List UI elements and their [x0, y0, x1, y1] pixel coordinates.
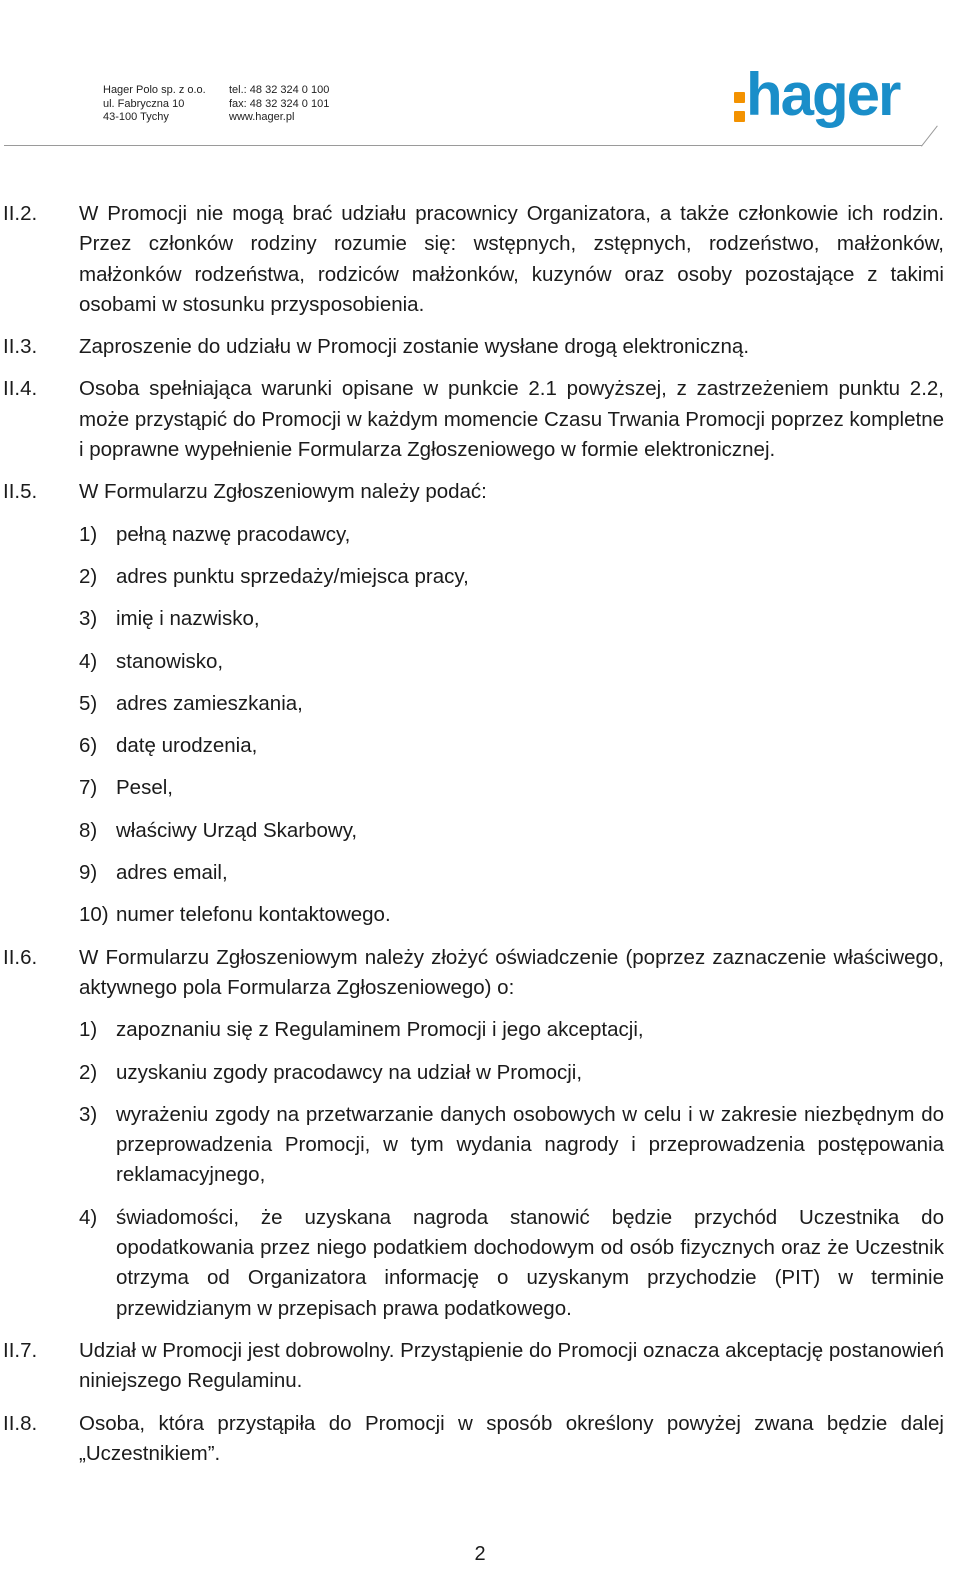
company-name: Hager Polo sp. z o.o. [103, 84, 206, 96]
document-body [0, 199, 960, 1469]
letterhead [0, 0, 960, 150]
company-address [103, 84, 206, 125]
clause-text: W Promocji nie mogą brać udziału pracownicy Organizatora, a także członkowie ich rodzin. Przez członków rodziny rozumie się: wstępnych, zstępnych, rodzeństwo, małżonków, małżonków rodzeństwa, rodziców małżonków, kuzynów oraz osoby pozostające z takimi osobami w stosunku przysposobienia. [79, 202, 944, 316]
list-item: 10) numer telefonu kontaktowego. [79, 903, 391, 927]
clause-number: II.5. [3, 480, 38, 504]
clause-number: II.7. [3, 1338, 38, 1362]
clause-ii-4 [0, 374, 960, 465]
clause-text: W Formularzu Zgłoszeniowym należy złożyć oświadczenie (poprzez zaznaczenie właściwego, aktywnego pola Formularza Zgłoszeniowego) o: [79, 945, 944, 999]
list-item: 8) właściwy Urząd Skarbowy, [79, 818, 358, 842]
clause-text: Zaproszenie do udziału w Promocji zostanie wysłane drogą elektroniczną. [79, 335, 750, 359]
clause-number: II.2. [3, 202, 38, 225]
list-item: 5) adres zamieszkania, [79, 691, 303, 715]
logo-colon-icon [734, 92, 745, 122]
clause-ii-6 [0, 943, 960, 1324]
clause-number: II.4. [3, 377, 38, 401]
company-website: www.hager.pl [229, 111, 295, 123]
list-item: 2) adres punktu sprzedaży/miejsca pracy, [79, 564, 469, 588]
list-item: 3) imię i nazwisko, [79, 607, 260, 631]
clause-text: Osoba spełniająca warunki opisane w punkcie 2.1 powyższej, z zastrzeżeniem punktu 2.2, może przystąpić do Promocji w każdym momencie Czasu Trwania Promocji poprzez kompletne i poprawne wypełnienie Formularza Zgłoszeniowego w formie elektronicznej. [79, 377, 944, 462]
list-item: 4) stanowisko, [79, 649, 224, 673]
clause-text: Osoba, która przystąpiła do Promocji w sposób określony powyżej zwana będzie dalej „Uczestnikiem”. [79, 1411, 944, 1465]
clause-number: II.6. [3, 945, 38, 969]
clause-ii-7 [0, 1336, 960, 1397]
list-item: 4) świadomości, że uzyskana nagroda stanowić będzie przychód Uczestnika do opodatkowania przez niego podatkiem dochodowym od osób fizycznych oraz że Uczestnik otrzyma od Organizatora informację o uzyskanym przychodzie (PIT) w terminie przewidzianym w przepisach prawa podatkowego. [79, 1205, 944, 1320]
clause-text: Udział w Promocji jest dobrowolny. Przystąpienie do Promocji oznacza akceptację postanowień niniejszego Regulaminu. [79, 1338, 944, 1393]
list-item: 2) uzyskaniu zgody pracodawcy na udział w Promocji, [79, 1060, 583, 1084]
declarations-list [79, 1015, 944, 1324]
list-item: 6) datę urodzenia, [79, 734, 258, 758]
company-fax: fax: 48 32 324 0 101 [229, 97, 330, 110]
clause-number: II.8. [3, 1411, 38, 1435]
page-number: 2 [474, 1543, 486, 1565]
header-divider-tick [921, 126, 938, 147]
clause-ii-8 [0, 1409, 960, 1470]
list-item: 1) zapoznaniu się z Regulaminem Promocji i jego akceptacji, [79, 1018, 644, 1042]
logo-wordmark: hager [746, 61, 900, 128]
clause-ii-5 [0, 477, 960, 930]
company-street: ul. Fabryczna 10 [103, 97, 185, 110]
clause-ii-3 [0, 332, 960, 362]
list-item: 1) pełną nazwę pracodawcy, [79, 522, 351, 546]
company-contact [229, 84, 329, 125]
clause-text: W Formularzu Zgłoszeniowym należy podać: [79, 480, 487, 504]
company-city: 43-100 Tychy [103, 111, 169, 123]
list-item: 9) adres email, [79, 861, 228, 885]
clause-number: II.3. [3, 335, 38, 359]
list-item: 3) wyrażeniu zgody na przetwarzanie danych osobowych w celu i w zakresie niezbędnym do przeprowadzenia Promocji, w tym wydania nagrody i przeprowadzenia postępowania reklamacyjnego, [79, 1102, 944, 1187]
company-phone: tel.: 48 32 324 0 100 [229, 84, 330, 96]
header-divider [4, 145, 922, 146]
required-fields-list [79, 520, 944, 931]
clause-ii-2 [0, 199, 960, 320]
list-item: 7) Pesel, [79, 776, 173, 800]
